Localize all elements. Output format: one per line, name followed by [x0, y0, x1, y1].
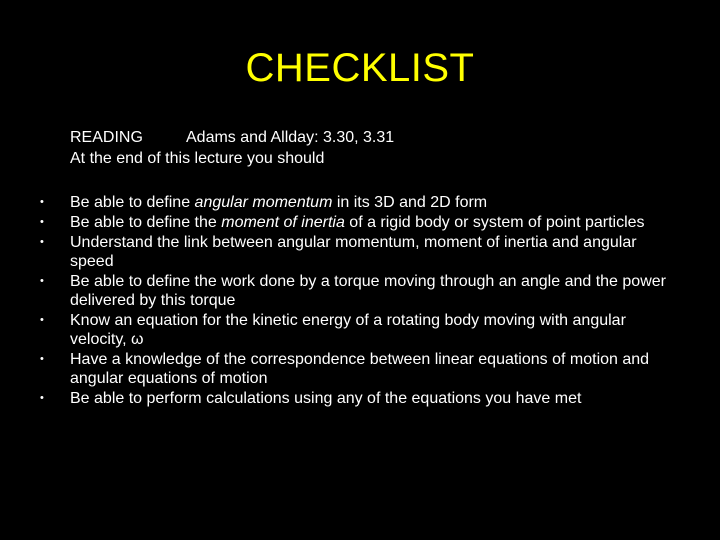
bullet-marker: • [40, 314, 44, 326]
text-run: in its 3D and 2D form [332, 194, 488, 211]
emphasized-term: angular momentum [194, 194, 333, 211]
checklist-item [40, 272, 680, 310]
checklist-item-text [70, 350, 680, 388]
checklist-bullets [40, 193, 680, 409]
bullet-marker: • [40, 236, 44, 248]
checklist-item [40, 311, 680, 349]
bullet-marker: • [40, 353, 44, 365]
intro-line: At the end of this lecture you should [70, 150, 325, 167]
text-run: Know an equation for the kinetic energy of a rotating body moving with angular velocity, ω [70, 312, 626, 348]
text-run: Understand the link between angular momentum, moment of inertia and angular speed [70, 234, 637, 270]
bullet-marker: • [40, 275, 44, 287]
text-run: Be able to define the [70, 214, 222, 231]
bullet-marker: • [40, 196, 44, 208]
text-run: Be able to define the work done by a torque moving through an angle and the power delivered by this torque [70, 273, 666, 309]
checklist-item-text [70, 193, 680, 212]
text-run: Be able to define [70, 194, 195, 211]
slide-title: CHECKLIST [245, 46, 475, 90]
checklist-item [40, 389, 680, 408]
checklist-item-text [70, 311, 680, 349]
emphasized-term: moment of inertia [221, 214, 345, 231]
checklist-item-text [70, 389, 680, 408]
checklist-item [40, 213, 680, 232]
checklist-item-text [70, 233, 680, 271]
checklist-item [40, 233, 680, 271]
checklist-item [40, 350, 680, 388]
bullet-marker: • [40, 392, 44, 404]
reading-line [70, 127, 394, 148]
text-run: of a rigid body or system of point particles [344, 214, 645, 231]
reading-block [70, 127, 394, 169]
reading-label: READING [70, 129, 143, 146]
checklist-item-text [70, 272, 680, 310]
bullet-marker: • [40, 216, 44, 228]
text-run: Be able to perform calculations using any of the equations you have met [70, 390, 582, 407]
text-run: Have a knowledge of the correspondence between linear equations of motion and angular equations of motion [70, 351, 650, 387]
reading-reference: Adams and Allday: 3.30, 3.31 [186, 129, 395, 146]
checklist-item-text [70, 213, 680, 232]
checklist-item [40, 193, 680, 212]
